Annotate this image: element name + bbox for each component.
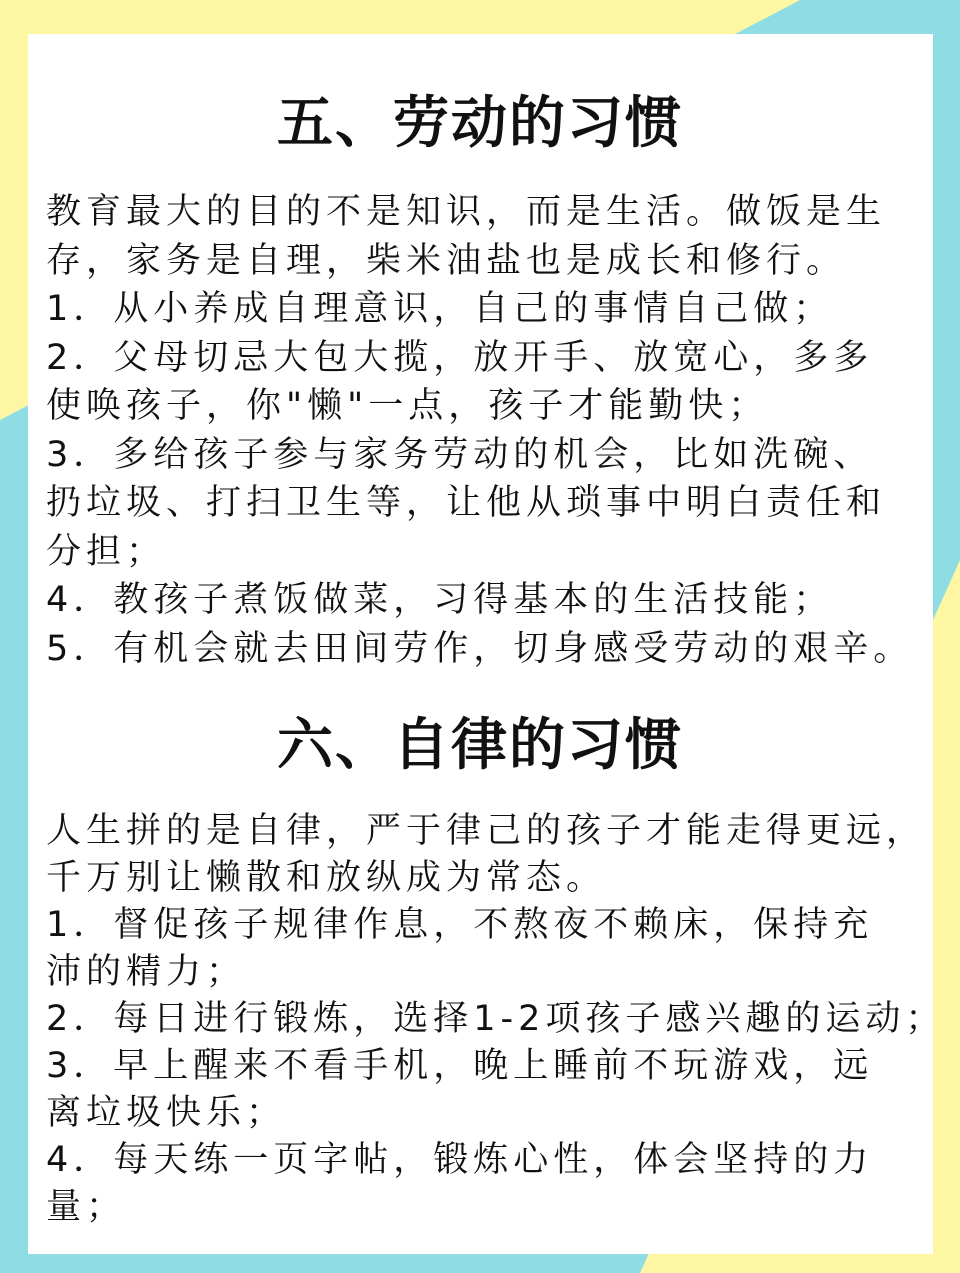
list-item: 3．早上醒来不看手机，晚上睡前不玩游戏，远	[46, 1046, 874, 1086]
list-item: 2．父母切忌大包大揽，放开手、放宽心，多多	[46, 337, 874, 378]
list-item: 1．督促孩子规律作息，不熬夜不赖床，保持充	[46, 905, 874, 945]
text-line: 千万别让懒散和放纵成为常态。	[46, 858, 607, 898]
section-title-labor-habit: 五、劳动的习惯	[277, 91, 683, 156]
list-item-continuation: 沛的精力；	[46, 952, 247, 992]
list-item: 3．多给孩子参与家务劳动的机会，比如洗碗、	[46, 434, 874, 475]
list-item: 4．每天练一页字帖，锻炼心性，体会坚持的力	[46, 1140, 874, 1180]
list-item: 4．教孩子煮饭做菜，习得基本的生活技能；	[46, 580, 834, 620]
list-item: 2．每日进行锻炼，选择1-2项孩子感兴趣的运动；	[46, 999, 946, 1039]
list-item-continuation: 使唤孩子，你"懒"一点，孩子才能勤快；	[46, 386, 769, 426]
list-item-continuation: 量；	[46, 1187, 127, 1227]
text-line: 人生拼的是自律，严于律己的孩子才能走得更远，	[46, 811, 927, 851]
list-item: 5．有机会就去田间劳作，切身感受劳动的艰辛。	[46, 628, 914, 669]
section-body-labor-habit	[46, 188, 926, 673]
section-body-self-discipline-habit	[46, 808, 946, 1231]
list-item: 1．从小养成自理意识，自己的事情自己做；	[46, 289, 834, 329]
list-item-continuation: 分担；	[46, 531, 167, 572]
section-title-self-discipline-habit: 六、自律的习惯	[277, 713, 683, 778]
text-line: 教育最大的目的不是知识，而是生活。做饭是生	[46, 192, 887, 232]
list-item-continuation: 离垃圾快乐；	[46, 1093, 287, 1133]
text-line: 存，家务是自理，柴米油盐也是成长和修行。	[46, 240, 847, 281]
list-item-continuation: 扔垃圾、打扫卫生等，让他从琐事中明白责任和	[46, 483, 887, 523]
